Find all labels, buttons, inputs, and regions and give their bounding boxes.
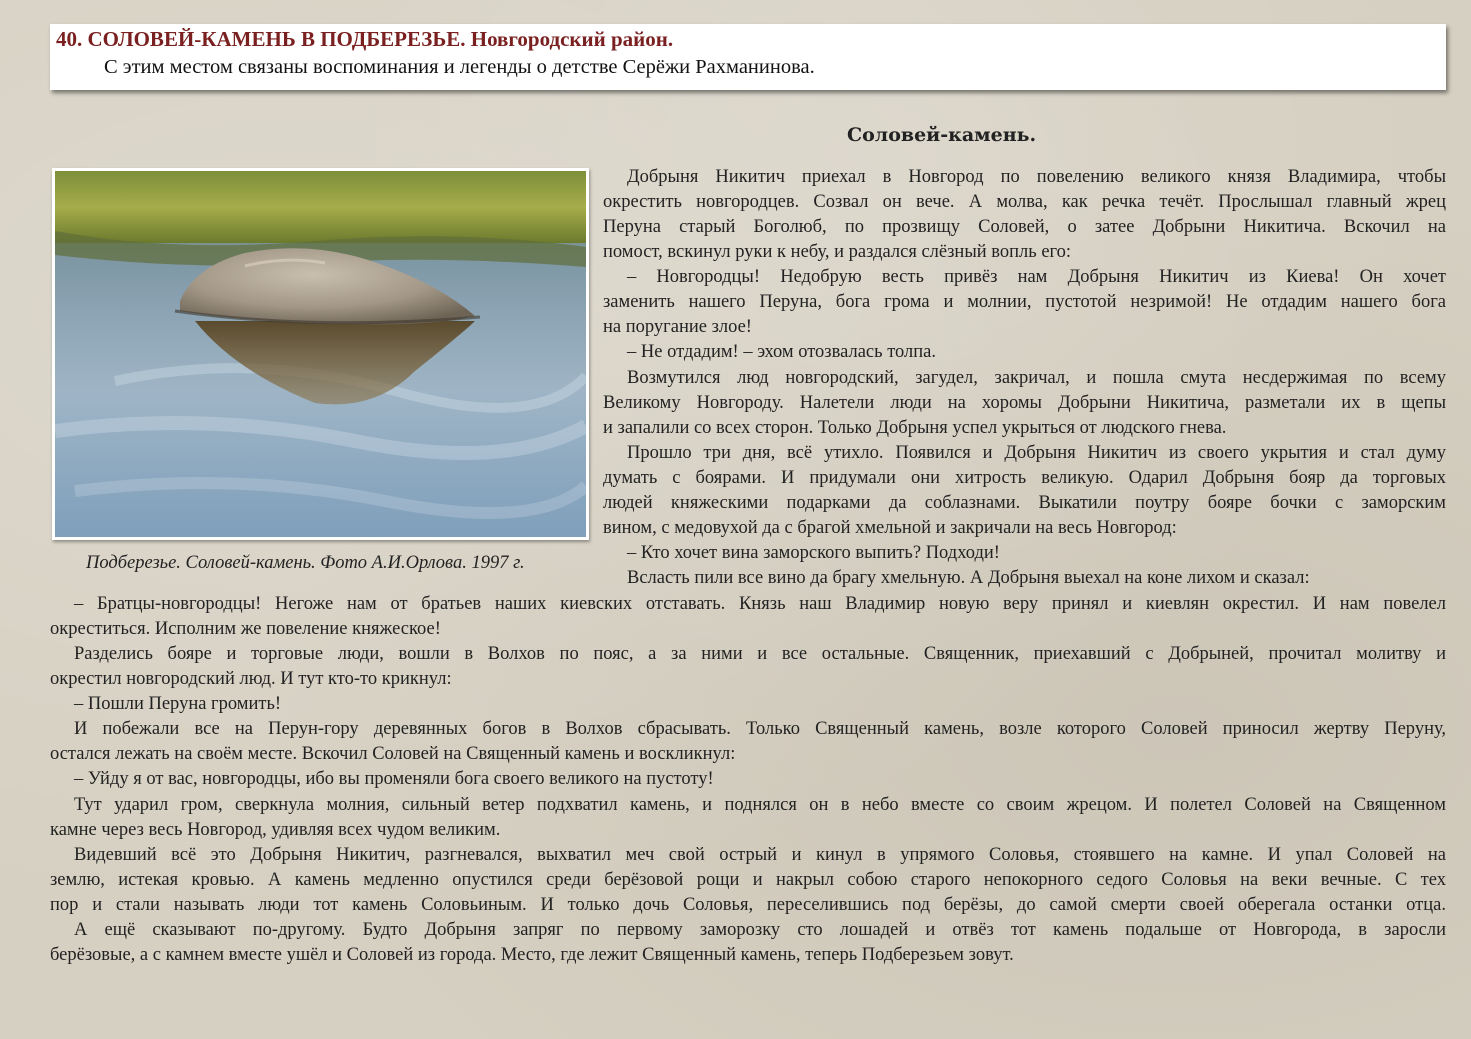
text-line: людей княжескими подарками да соблазнами. Выкатили поутру бояре бочки с заморским bbox=[603, 493, 1446, 513]
text-line: окрестить новгородцев. Созвал он вече. А молва, как речка течёт. Прослышал главный жрец bbox=[603, 192, 1446, 212]
header-box bbox=[50, 24, 1446, 90]
photo-frame bbox=[52, 168, 589, 540]
text-line: окрестил новгородский люд. И тут кто-то крикнул: bbox=[50, 669, 452, 689]
text-line: Прошло три дня, всё утихло. Появился и Добрыня Никитич из своего укрытия и стал думу bbox=[627, 443, 1446, 463]
text-line: Добрыня Никитич приехал в Новгород по повелению великого князя Владимира, чтобы bbox=[627, 167, 1446, 187]
text-line: вином, с медовухой да с брагой хмельной и закричали на весь Новгород: bbox=[603, 518, 1177, 538]
text-line: Великому Новгороду. Налетели люди на хоромы Добрыни Никитича, разметали их в щепы bbox=[603, 393, 1446, 413]
page-subtitle: С этим местом связаны воспоминания и легенды о детстве Серёжи Рахманинова. bbox=[104, 56, 815, 78]
text-line: и запалили со всех сторон. Только Добрыня успел укрыться от людского гнева. bbox=[603, 418, 1227, 438]
text-line: на поругание злое! bbox=[603, 317, 752, 337]
page-title: 40. СОЛОВЕЙ-КАМЕНЬ В ПОДБЕРЕЗЬЕ. Новгородский район. bbox=[56, 27, 674, 51]
text-line: помост, вскинул руки к небу, и раздался слёзный вопль его: bbox=[603, 242, 1072, 262]
text-line: заменить нашего Перуна, бога грома и молнии, пустотой незримой! Не отдадим нашего бога bbox=[603, 292, 1446, 312]
text-line: – Не отдадим! – эхом отозвалась толпа. bbox=[627, 342, 937, 362]
text-line: остался лежать на своём месте. Вскочил Соловей на Священный камень и воскликнул: bbox=[50, 744, 736, 764]
story-title: Соловей-камень. bbox=[847, 124, 1037, 146]
text-line: – Кто хочет вина заморского выпить? Подходи! bbox=[627, 543, 1000, 563]
text-line: – Новгородцы! Недобрую весть привёз нам Добрыня Никитич из Киева! Он хочет bbox=[627, 267, 1446, 287]
text-line: Видевший всё это Добрыня Никитич, разгневался, выхватил меч свой острый и кинул в упрямого Соловья, стоявшего на камне. И упал Соловей на bbox=[74, 845, 1446, 865]
text-line: – Уйду я от вас, новгородцы, ибо вы променяли бога своего великого на пустоту! bbox=[74, 769, 714, 789]
text-line: камне через весь Новгород, удивляя всех чудом великим. bbox=[50, 820, 501, 840]
text-line: думать с боярами. И придумали они хитрость великую. Одарил Добрыня бояр да торговых bbox=[603, 468, 1446, 488]
text-line: берёзовые, а с камнем вместе ушёл и Соловей из города. Место, где лежит Священный камень, теперь Подберезьем зовут. bbox=[50, 945, 1014, 965]
text-line: окреститься. Исполним же повеление княжеское! bbox=[50, 619, 441, 639]
text-line: – Братцы-новгородцы! Негоже нам от братьев наших киевских отставать. Князь наш Владимир новую веру принял и киевлян окрестил. И нам повелел bbox=[74, 594, 1446, 614]
text-line: Тут ударил гром, сверкнула молния, сильный ветер подхватил камень, и поднялся он в небо вместе со своим жрецом. И полетел Соловей на Священном bbox=[74, 795, 1446, 815]
text-line: Разделись бояре и торговые люди, вошли в Волхов по пояс, а за ними и все остальные. Священник, приехавший с Добрыней, прочитал молитву и bbox=[74, 644, 1446, 664]
text-line: – Пошли Перуна громить! bbox=[74, 694, 282, 714]
text-line: Возмутился люд новгородский, загудел, закричал, и пошла смута несдержимая по всему bbox=[627, 368, 1446, 388]
photo-caption: Подберезье. Соловей-камень. Фото А.И.Орлова. 1997 г. bbox=[86, 553, 525, 573]
text-line: землю, истекая кровью. А камень медленно опустился среди берёзовой рощи и накрыл собою старого непокорного седого Соловья на веки вечные. С тех bbox=[50, 870, 1446, 890]
stone-photo bbox=[55, 171, 586, 537]
text-line: пор и стали называть люди тот камень Соловьиным. И только дочь Соловья, переселившись под берёзы, до самой смерти своей оберегала останки отца. bbox=[50, 895, 1446, 915]
text-line: Всласть пили все вино да брагу хмельную. А Добрыня выехал на коне лихом и сказал: bbox=[627, 568, 1310, 588]
text-line: А ещё сказывают по-другому. Будто Добрыня запряг по первому заморозку сто лошадей и отвёз тот камень подальше от Новгорода, в заросли bbox=[74, 920, 1446, 940]
text-line: И побежали все на Перун-гору деревянных богов в Волхов сбрасывать. Только Священный камень, возле которого Соловей приносил жертву Перуну, bbox=[74, 719, 1446, 739]
text-line: Перуна старый Боголюб, по прозвищу Соловей, о затее Добрыни Никитича. Вскочил на bbox=[603, 217, 1446, 237]
